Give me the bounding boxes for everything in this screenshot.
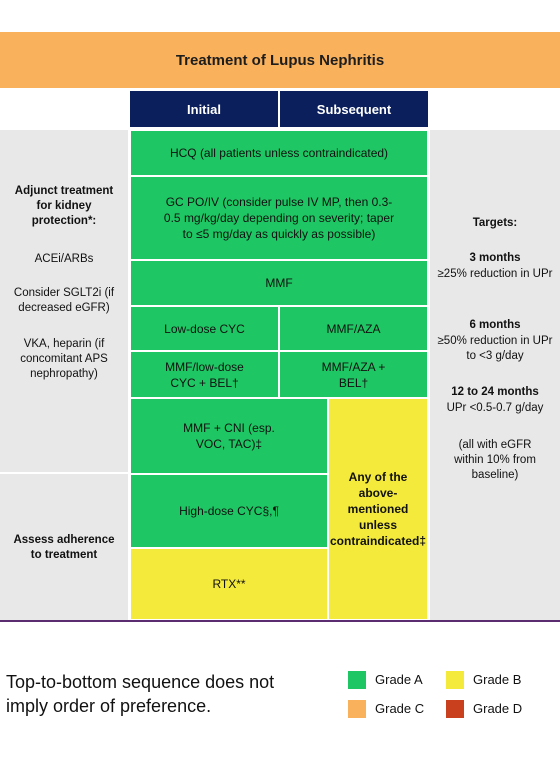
header-initial: Initial [130, 91, 278, 127]
mmf-low-cyc-bel-cell: MMF/low-dose CYC + BEL† [130, 351, 279, 398]
legend-swatch-grade-d [446, 700, 464, 718]
mmf-aza-bel-cell: MMF/AZA + BEL† [279, 351, 428, 398]
adjunct-heading: Adjunct treatment for kidney protection*: [14, 185, 114, 227]
rtx-cell: RTX** [130, 548, 328, 620]
high-dose-cyc-cell: High-dose CYC§,¶ [130, 474, 328, 548]
any-cell: Any of the above-mentioned unless contraindicated‡ [328, 398, 428, 620]
legend-swatch-grade-b [446, 671, 464, 689]
mmf-aza-cell: MMF/AZA [279, 306, 428, 351]
mmf-cni-cell: MMF + CNI (esp. VOC, TAC)‡ [130, 398, 328, 474]
legend-label-grade-a: Grade A [375, 672, 423, 687]
target-6m-text: ≥50% reduction in UPr to <3 g/day [437, 335, 553, 362]
target-12m-text: UPr <0.5-0.7 g/day [446, 402, 544, 414]
vka-text: VKA, heparin (if concomitant APS nephropathy) [20, 338, 108, 380]
adherence-text: Assess adherence to treatment [13, 534, 115, 561]
legend-swatch-grade-c [348, 700, 366, 718]
legend-swatch-grade-a [348, 671, 366, 689]
target-3m-label: 3 months [469, 252, 521, 264]
sglt2i-text: Consider SGLT2i (if decreased eGFR) [13, 287, 115, 314]
target-note: (all with eGFR within 10% from baseline) [454, 439, 536, 481]
legend-label-grade-c: Grade C [375, 701, 425, 716]
divider [0, 620, 560, 622]
footnote: Top-to-bottom sequence does not imply order of preference. [6, 672, 275, 716]
low-dose-cyc-cell: Low-dose CYC [130, 306, 279, 351]
page-title: Treatment of Lupus Nephritis [0, 32, 560, 88]
acei-text: ACEi/ARBs [34, 253, 94, 265]
mmf-cell: MMF [130, 260, 428, 306]
targets-heading: Targets: [472, 217, 518, 229]
legend-label-grade-b: Grade B [473, 672, 522, 687]
gc-cell: GC PO/IV (consider pulse IV MP, then 0.3-0.5 mg/kg/day depending on severity; taper to ≤5 mg/day as quickly as possible) [130, 176, 428, 260]
target-12m-label: 12 to 24 months [451, 386, 539, 398]
legend-label-grade-d: Grade D [473, 701, 523, 716]
target-6m-label: 6 months [469, 319, 521, 331]
target-3m-text: ≥25% reduction in UPr [437, 268, 553, 280]
header-subsequent: Subsequent [280, 91, 428, 127]
targets-panel [430, 130, 560, 620]
hcq-cell: HCQ (all patients unless contraindicated) [130, 130, 428, 176]
